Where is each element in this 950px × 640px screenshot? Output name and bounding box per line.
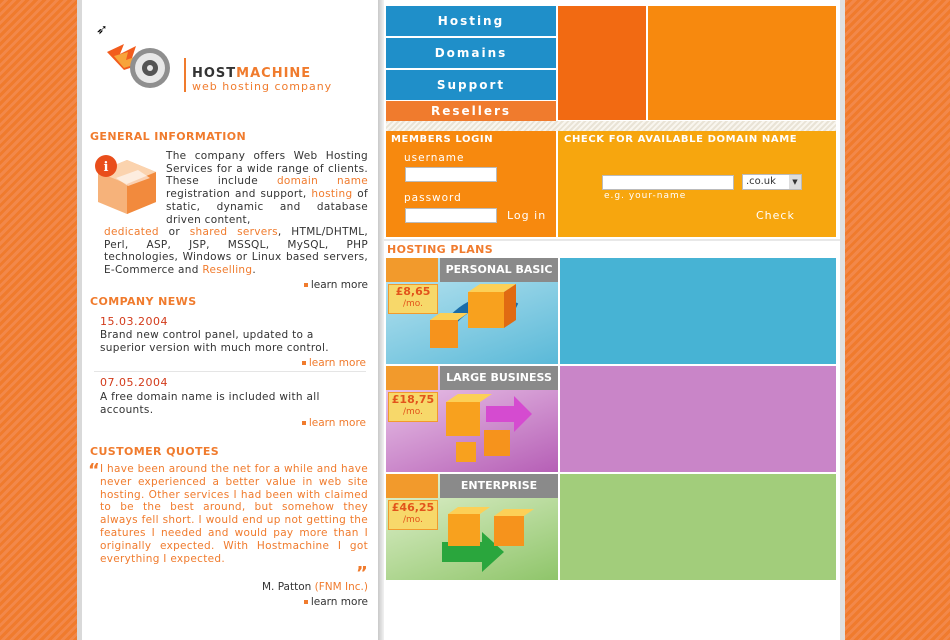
- domain-check-box: [558, 131, 836, 237]
- striped-divider: [386, 121, 836, 131]
- quote-open-mark: “: [88, 460, 100, 481]
- plan-card[interactable]: [386, 258, 558, 364]
- star-icon: [386, 258, 438, 282]
- password-label: password: [404, 192, 462, 204]
- plan-card[interactable]: [386, 366, 558, 472]
- hosting-plans-heading: HOSTING PLANS: [387, 243, 494, 256]
- username-input[interactable]: [405, 167, 497, 182]
- members-login-box: [386, 131, 556, 237]
- news-learn-more-link[interactable]: learn more: [302, 417, 366, 429]
- general-info-heading: GENERAL INFORMATION: [90, 130, 247, 143]
- header-color-block: [648, 6, 836, 120]
- news-learn-more-link[interactable]: learn more: [302, 357, 366, 369]
- nav-hosting[interactable]: Hosting: [386, 6, 556, 38]
- plan-card[interactable]: [386, 474, 558, 580]
- dedicated-link[interactable]: dedicated: [104, 226, 159, 238]
- plan-price: £18,75 /mo.: [388, 392, 438, 422]
- logo-tagline: web hosting company: [192, 80, 333, 93]
- quotes-learn-more-link[interactable]: learn more: [304, 596, 368, 608]
- plans-separator: [384, 239, 840, 241]
- nav-support[interactable]: Support: [386, 70, 556, 102]
- news-text: A free domain name is included with all accounts.: [100, 391, 320, 416]
- bullet-square-icon: [304, 283, 308, 287]
- logo-separator: [184, 58, 186, 92]
- shared-servers-link[interactable]: shared servers: [189, 226, 278, 238]
- username-label: username: [404, 152, 465, 164]
- general-learn-more-link[interactable]: learn more: [304, 279, 368, 291]
- logo-title[interactable]: HOSTMACHINE: [192, 66, 312, 81]
- domain-name-link[interactable]: domain name: [276, 175, 368, 188]
- customer-quotes-heading: CUSTOMER QUOTES: [90, 445, 220, 458]
- info-box-icon: [92, 150, 162, 216]
- nav-resellers[interactable]: Resellers: [386, 101, 556, 123]
- domain-check-heading: CHECK FOR AVAILABLE DOMAIN NAME: [564, 134, 798, 145]
- plan-color-panel: [560, 474, 836, 580]
- quote-close-mark: ”: [356, 563, 368, 584]
- plan-price: £8,65 /mo.: [388, 284, 438, 314]
- general-info-text: The company offers Web Hosting Services for a wide range of clients. These include domain name registration and support, hosting of static, dynamic and database driven content,: [166, 150, 368, 226]
- news-text: Brand new control panel, updated to a superior version with much more control.: [100, 329, 329, 354]
- plan-price: £46,25 /mo.: [388, 500, 438, 530]
- plan-name: PERSONAL BASIC: [440, 258, 558, 282]
- quote-text: I have been around the net for a while and have never experienced a better value in web site hosting. Other services I had been with claimed to be the best around, but somehow they always fell short. I would end up not getting the features I needed and would pay more than I originally expected. With Hostmachine I got everything I expected.: [100, 463, 368, 565]
- right-column: [384, 0, 840, 640]
- page-shadow-right: [840, 0, 845, 640]
- domain-name-input[interactable]: [602, 175, 734, 190]
- bullet-square-icon: [302, 421, 306, 425]
- tld-select[interactable]: [742, 174, 802, 190]
- logo-icon: [102, 34, 182, 94]
- star-icon: [386, 474, 438, 498]
- dropdown-arrow-icon: ▼: [789, 175, 801, 189]
- left-column: [82, 0, 378, 640]
- plan-color-panel: [560, 258, 836, 364]
- header-color-block: [558, 6, 646, 120]
- quote-company-link[interactable]: (FNM Inc.): [314, 581, 368, 593]
- bullet-square-icon: [304, 600, 308, 604]
- login-button[interactable]: Log in: [507, 209, 547, 222]
- star-icon: [386, 366, 438, 390]
- tld-selected-value: .co.uk: [746, 176, 776, 187]
- bullet-square-icon: [302, 361, 306, 365]
- reselling-link[interactable]: Reselling: [202, 264, 253, 277]
- plan-color-panel: [560, 366, 836, 472]
- svg-text:i: i: [103, 160, 109, 175]
- password-input[interactable]: [405, 208, 497, 223]
- nav-domains[interactable]: Domains: [386, 38, 556, 70]
- members-login-heading: MEMBERS LOGIN: [391, 134, 494, 145]
- general-info-text-cont: dedicated or shared servers, HTML/DHTML, Perl, ASP, JSP, MSSQL, MySQL, PHP technologies, Windows or Linux based servers, E-Commerce and Reselling.: [104, 226, 368, 277]
- quote-author: M. Patton (FNM Inc.): [261, 581, 368, 593]
- plan-name: ENTERPRISE: [440, 474, 558, 498]
- news-date: 07.05.2004: [100, 376, 168, 389]
- check-button[interactable]: Check: [756, 209, 795, 222]
- hosting-link[interactable]: hosting: [311, 188, 353, 201]
- news-separator: [94, 371, 366, 372]
- plan-name: LARGE BUSINESS: [440, 366, 558, 390]
- domain-hint: e.g. your-name: [604, 191, 687, 201]
- news-date: 15.03.2004: [100, 315, 168, 328]
- cursor-icon: ➶: [96, 22, 108, 38]
- company-news-heading: COMPANY NEWS: [90, 295, 197, 308]
